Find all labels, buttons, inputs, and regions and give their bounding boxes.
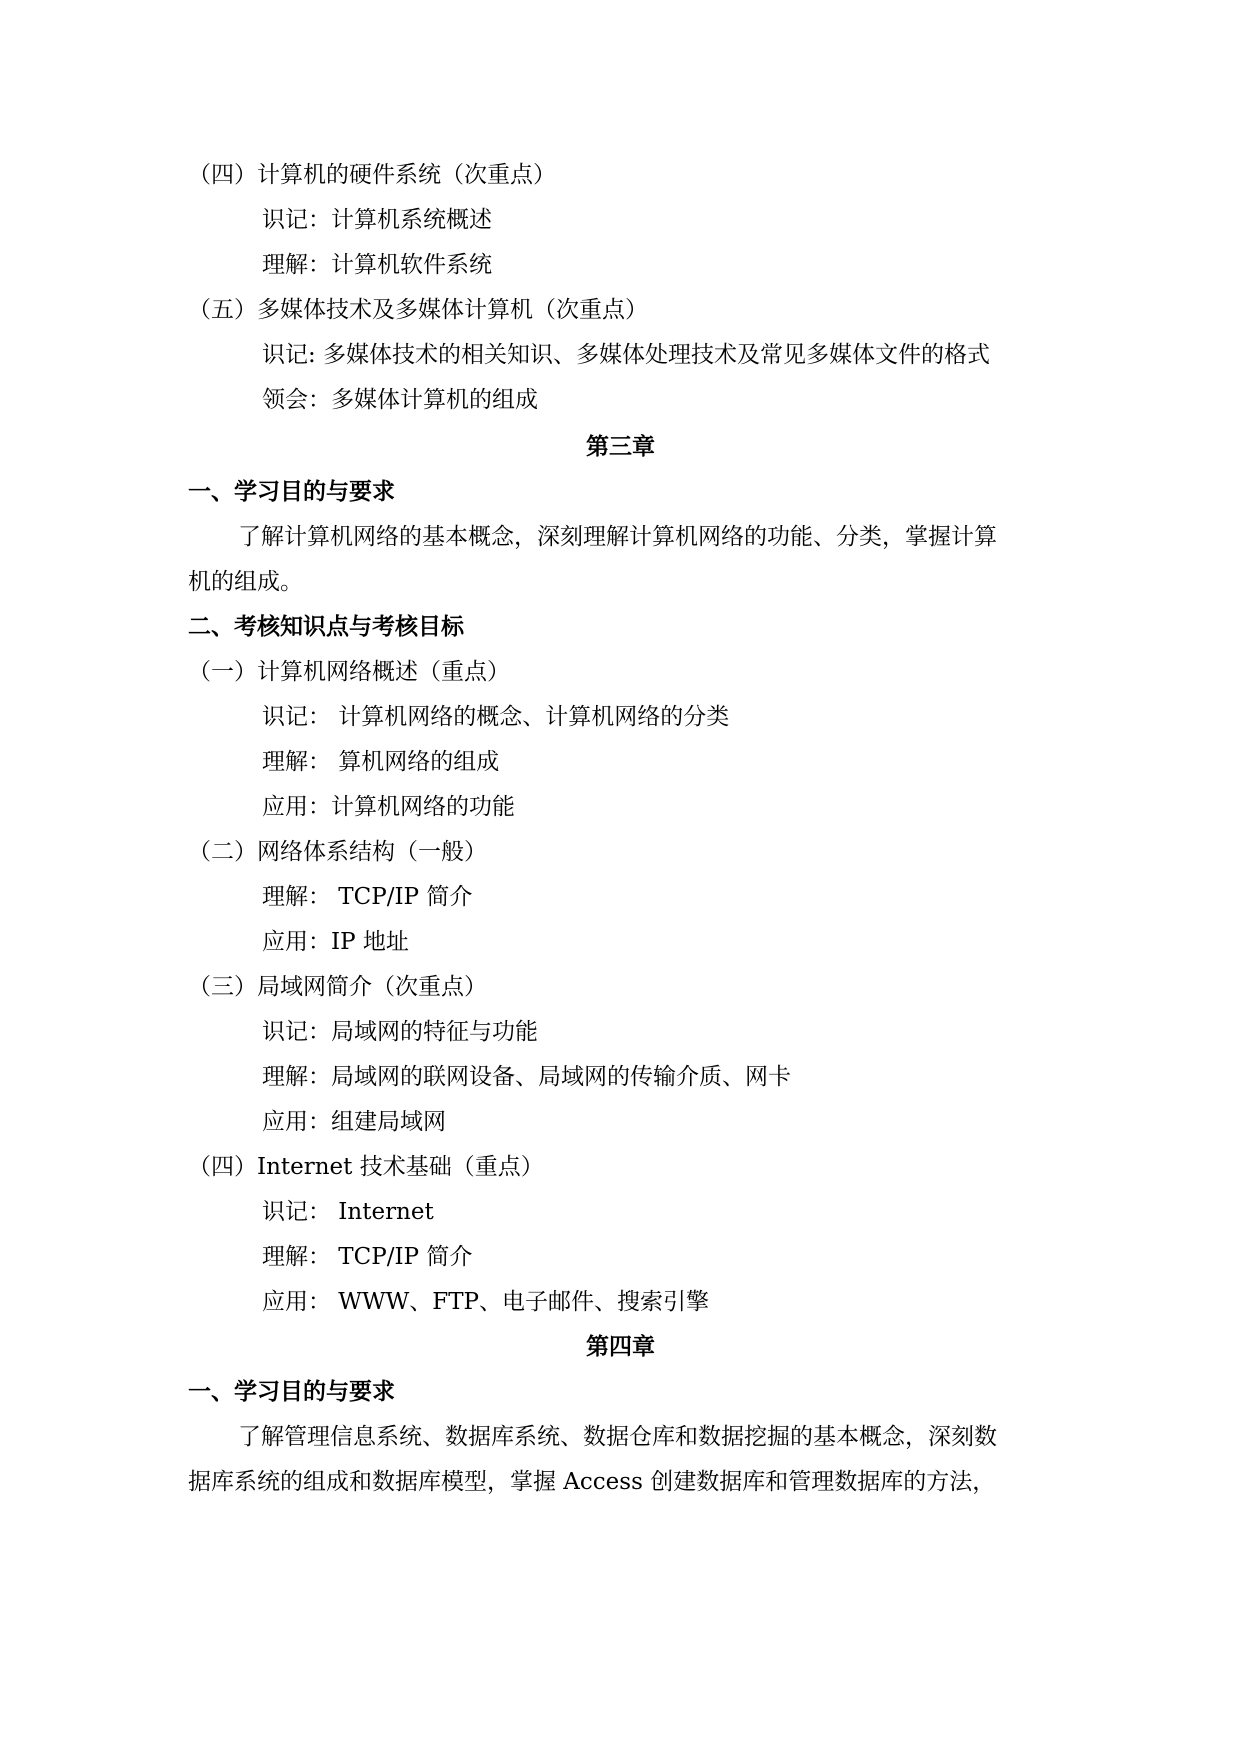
list-item: 领会：多媒体计算机的组成 <box>262 387 538 413</box>
list-item: 识记： Internet <box>262 1199 434 1225</box>
chapter-heading: 第四章 <box>586 1334 655 1360</box>
section-title: （二）网络体系结构（一般） <box>188 839 487 865</box>
section-title: （四）Internet 技术基础（重点） <box>188 1154 544 1180</box>
list-item: 理解： TCP/IP 简介 <box>262 884 473 910</box>
list-item: 应用：组建局域网 <box>262 1109 446 1135</box>
list-item: 理解：局域网的联网设备、局域网的传输介质、网卡 <box>262 1064 791 1090</box>
section-title: （四）计算机的硬件系统（次重点） <box>188 162 556 188</box>
section-title: （五）多媒体技术及多媒体计算机（次重点） <box>188 297 648 323</box>
list-item: 识记：局域网的特征与功能 <box>262 1019 538 1045</box>
subsection-heading: 一、学习目的与要求 <box>188 1379 395 1405</box>
section-title: （一）计算机网络概述（重点） <box>188 659 510 685</box>
list-item: 应用： WWW、FTP、电子邮件、搜索引擎 <box>262 1289 710 1315</box>
section-title: （三）局域网简介（次重点） <box>188 974 487 1000</box>
chapter-heading: 第三章 <box>586 434 655 460</box>
list-item: 识记: 多媒体技术的相关知识、多媒体处理技术及常见多媒体文件的格式 <box>262 342 991 368</box>
list-item: 理解： TCP/IP 简介 <box>262 1244 473 1270</box>
list-item: 理解：计算机软件系统 <box>262 252 492 278</box>
list-item: 应用：计算机网络的功能 <box>262 794 515 820</box>
list-item: 应用：IP 地址 <box>262 929 409 955</box>
subsection-heading: 一、学习目的与要求 <box>188 479 395 505</box>
list-item: 识记： 计算机网络的概念、计算机网络的分类 <box>262 704 730 730</box>
paragraph-line: 据库系统的组成和数据库模型，掌握 Access 创建数据库和管理数据库的方法， <box>188 1469 996 1495</box>
paragraph-line: 机的组成。 <box>188 569 303 595</box>
list-item: 理解： 算机网络的组成 <box>262 749 500 775</box>
list-item: 识记：计算机系统概述 <box>262 207 492 233</box>
paragraph-line: 了解计算机网络的基本概念，深刻理解计算机网络的功能、分类，掌握计算 <box>238 524 997 550</box>
paragraph-line: 了解管理信息系统、数据库系统、数据仓库和数据挖掘的基本概念，深刻数 <box>238 1424 997 1450</box>
subsection-heading: 二、考核知识点与考核目标 <box>188 614 464 640</box>
